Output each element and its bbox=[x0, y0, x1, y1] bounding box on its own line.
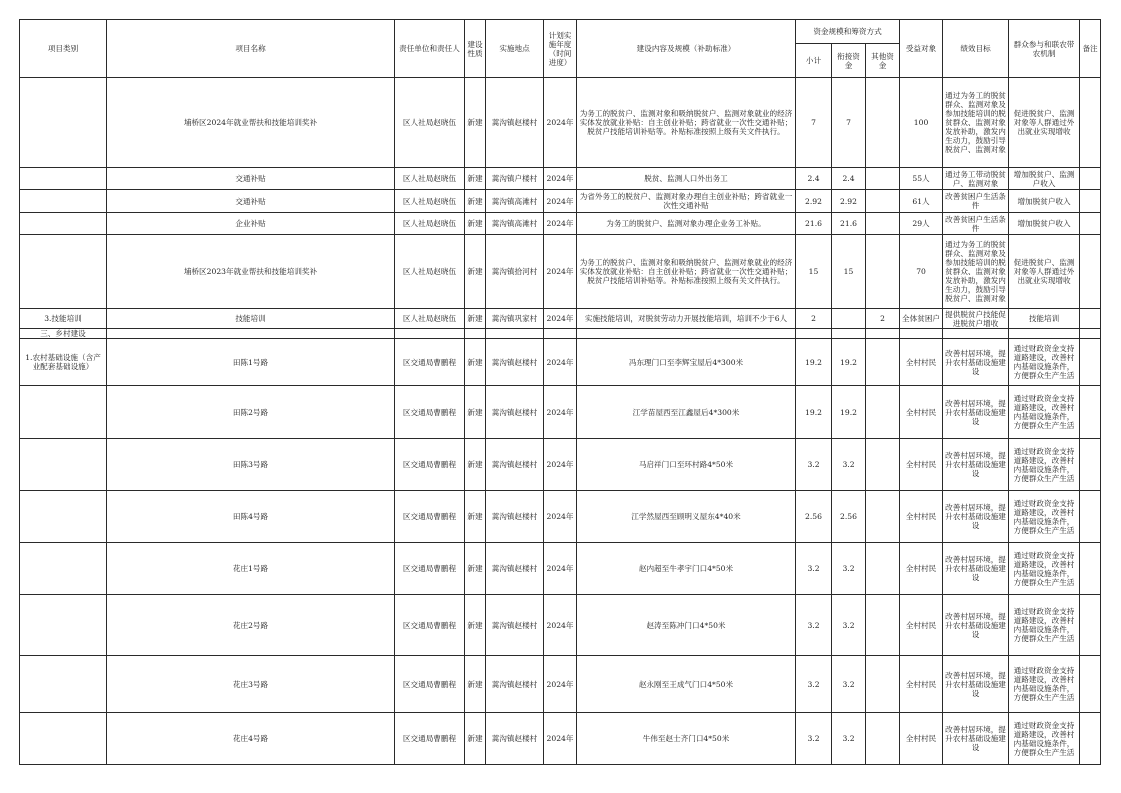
cell-location bbox=[486, 329, 544, 339]
cell-category bbox=[20, 543, 107, 595]
cell-remarks bbox=[1080, 168, 1101, 190]
cell-other bbox=[866, 595, 900, 656]
cell-subtotal bbox=[796, 329, 832, 339]
cell-unit: 区人社局赵晓伍 bbox=[395, 78, 465, 168]
cell-category bbox=[20, 656, 107, 713]
cell-remarks bbox=[1080, 656, 1101, 713]
cell-remarks bbox=[1080, 339, 1101, 386]
cell-financial bbox=[832, 309, 866, 329]
cell-beneficiary: 全村村民 bbox=[900, 439, 943, 491]
cell-nature: 新建 bbox=[465, 213, 486, 235]
cell-nature: 新建 bbox=[465, 235, 486, 309]
cell-name: 技能培训 bbox=[107, 309, 395, 329]
cell-other bbox=[866, 339, 900, 386]
header-location: 实施地点 bbox=[486, 20, 544, 78]
cell-financial: 2.92 bbox=[832, 190, 866, 213]
cell-mechanism: 通过财政资金支持道路建设，改善村内基础设施条件，方便群众生产生活 bbox=[1009, 439, 1080, 491]
cell-nature: 新建 bbox=[465, 543, 486, 595]
cell-location: 蒿沟镇赵楼村 bbox=[486, 439, 544, 491]
cell-subtotal: 3.2 bbox=[796, 543, 832, 595]
cell-category bbox=[20, 386, 107, 439]
cell-goal: 改善村居环境，提升农村基础设施建设 bbox=[943, 491, 1009, 543]
cell-beneficiary: 29人 bbox=[900, 213, 943, 235]
cell-category bbox=[20, 168, 107, 190]
cell-name: 交通补贴 bbox=[107, 168, 395, 190]
cell-name: 田陈3号路 bbox=[107, 439, 395, 491]
cell-financial: 2.4 bbox=[832, 168, 866, 190]
cell-nature: 新建 bbox=[465, 439, 486, 491]
cell-name: 企业补贴 bbox=[107, 213, 395, 235]
cell-financial: 19.2 bbox=[832, 339, 866, 386]
cell-period: 2024年 bbox=[544, 190, 577, 213]
cell-content: 实施技能培训，对脱贫劳动力开展技能培训，培训不少于6人 bbox=[577, 309, 796, 329]
cell-goal: 改善贫困户生活条件 bbox=[943, 213, 1009, 235]
cell-beneficiary: 全村村民 bbox=[900, 543, 943, 595]
cell-remarks bbox=[1080, 190, 1101, 213]
cell-mechanism: 促进脱贫户、监测对象等人群通过外出就业实现增收 bbox=[1009, 235, 1080, 309]
table-row bbox=[20, 309, 1101, 329]
cell-mechanism bbox=[1009, 329, 1080, 339]
cell-period: 2024年 bbox=[544, 595, 577, 656]
cell-period: 2024年 bbox=[544, 656, 577, 713]
header-unit: 责任单位和责任人 bbox=[395, 20, 465, 78]
cell-other bbox=[866, 491, 900, 543]
cell-content: 为务工的脱贫户、监测对象和吸纳脱贫户、监测对象就业的经济实体发放就业补贴：自主创业补贴；跨省就业一次性交通补贴；脱贫户技能培训补贴等。补贴标准按照上级有关文件执行。 bbox=[577, 235, 796, 309]
cell-financial: 2.56 bbox=[832, 491, 866, 543]
cell-name: 交通补贴 bbox=[107, 190, 395, 213]
cell-category bbox=[20, 235, 107, 309]
table-row bbox=[20, 543, 1101, 595]
cell-goal: 改善村居环境，提升农村基础设施建设 bbox=[943, 339, 1009, 386]
table-row bbox=[20, 713, 1101, 765]
cell-mechanism: 增加脱贫户收入 bbox=[1009, 213, 1080, 235]
cell-subtotal: 3.2 bbox=[796, 713, 832, 765]
project-table bbox=[19, 19, 1101, 765]
cell-remarks bbox=[1080, 543, 1101, 595]
cell-category bbox=[20, 595, 107, 656]
cell-period: 2024年 bbox=[544, 543, 577, 595]
cell-goal: 改善村居环境，提升农村基础设施建设 bbox=[943, 543, 1009, 595]
header-category: 项目类别 bbox=[20, 20, 107, 78]
cell-period: 2024年 bbox=[544, 213, 577, 235]
table-row bbox=[20, 213, 1101, 235]
cell-remarks bbox=[1080, 78, 1101, 168]
cell-category bbox=[20, 78, 107, 168]
header-beneficiary: 受益对象 bbox=[900, 20, 943, 78]
cell-goal: 提供脱贫户技能促进脱贫户增收 bbox=[943, 309, 1009, 329]
cell-other bbox=[866, 656, 900, 713]
cell-beneficiary: 全村村民 bbox=[900, 386, 943, 439]
header-subtotal: 小计 bbox=[796, 44, 832, 78]
cell-period: 2024年 bbox=[544, 78, 577, 168]
header-financial: 衔接资金 bbox=[832, 44, 866, 78]
cell-content: 马启祥门口至环村路4*50米 bbox=[577, 439, 796, 491]
cell-subtotal: 19.2 bbox=[796, 386, 832, 439]
table-row bbox=[20, 168, 1101, 190]
cell-nature: 新建 bbox=[465, 713, 486, 765]
cell-other bbox=[866, 235, 900, 309]
cell-subtotal: 7 bbox=[796, 78, 832, 168]
cell-subtotal: 3.2 bbox=[796, 595, 832, 656]
cell-unit: 区人社局赵晓伍 bbox=[395, 213, 465, 235]
cell-nature: 新建 bbox=[465, 386, 486, 439]
cell-content bbox=[577, 329, 796, 339]
header-content: 建设内容及规模（补助标准） bbox=[577, 20, 796, 78]
cell-unit: 区交通局曹鹏程 bbox=[395, 439, 465, 491]
cell-financial: 3.2 bbox=[832, 656, 866, 713]
cell-location: 蒿沟镇赵楼村 bbox=[486, 491, 544, 543]
cell-mechanism: 增加脱贫户、监测户收入 bbox=[1009, 168, 1080, 190]
cell-goal: 改善村居环境，提升农村基础设施建设 bbox=[943, 595, 1009, 656]
cell-location: 蒿沟镇高滩村 bbox=[486, 190, 544, 213]
cell-remarks bbox=[1080, 713, 1101, 765]
cell-name: 花庄3号路 bbox=[107, 656, 395, 713]
cell-financial: 19.2 bbox=[832, 386, 866, 439]
cell-goal: 通过为务工的脱贫群众、监测对象及参加技能培训的脱贫群众、监测对象发放补助，激发内生动力，鼓励引导脱贫户、监测对象 bbox=[943, 78, 1009, 168]
cell-location: 蒿沟镇赵楼村 bbox=[486, 595, 544, 656]
cell-unit: 区交通局曹鹏程 bbox=[395, 713, 465, 765]
table-row bbox=[20, 78, 1101, 168]
cell-content: 为省外务工的脱贫户、监测对象办理自主创业补贴；跨省就业一次性交通补贴 bbox=[577, 190, 796, 213]
cell-financial: 3.2 bbox=[832, 713, 866, 765]
cell-unit: 区交通局曹鹏程 bbox=[395, 339, 465, 386]
cell-period: 2024年 bbox=[544, 439, 577, 491]
cell-goal: 改善贫困户生活条件 bbox=[943, 190, 1009, 213]
cell-nature: 新建 bbox=[465, 168, 486, 190]
cell-financial: 15 bbox=[832, 235, 866, 309]
header-name: 项目名称 bbox=[107, 20, 395, 78]
cell-subtotal: 2.56 bbox=[796, 491, 832, 543]
cell-other bbox=[866, 78, 900, 168]
cell-content: 赵内超至牛孝宇门口4*50米 bbox=[577, 543, 796, 595]
cell-nature: 新建 bbox=[465, 78, 486, 168]
cell-nature: 新建 bbox=[465, 190, 486, 213]
cell-content: 为务工的脱贫户、监测对象和吸纳脱贫户、监测对象就业的经济实体发放就业补贴：自主创业补贴；跨省就业一次性交通补贴；脱贫户技能培训补贴等。补贴标准按照上级有关文件执行。 bbox=[577, 78, 796, 168]
cell-name: 田陈1号路 bbox=[107, 339, 395, 386]
cell-other bbox=[866, 386, 900, 439]
cell-mechanism: 通过财政资金支持道路建设，改善村内基础设施条件，方便群众生产生活 bbox=[1009, 491, 1080, 543]
cell-nature: 新建 bbox=[465, 595, 486, 656]
cell-beneficiary: 全村村民 bbox=[900, 595, 943, 656]
cell-nature: 新建 bbox=[465, 339, 486, 386]
cell-unit: 区人社局赵晓伍 bbox=[395, 309, 465, 329]
cell-goal: 改善村居环境，提升农村基础设施建设 bbox=[943, 386, 1009, 439]
cell-mechanism: 促进脱贫户、监测对象等人群通过外出就业实现增收 bbox=[1009, 78, 1080, 168]
table-row bbox=[20, 439, 1101, 491]
project-table-sheet bbox=[19, 19, 1100, 765]
cell-content: 脱贫、监测人口外出务工 bbox=[577, 168, 796, 190]
cell-other bbox=[866, 190, 900, 213]
cell-other bbox=[866, 168, 900, 190]
cell-mechanism: 通过财政资金支持道路建设，改善村内基础设施条件，方便群众生产生活 bbox=[1009, 339, 1080, 386]
cell-goal: 通过为务工的脱贫群众、监测对象及参加技能培训的脱贫群众、监测对象发放补助，激发内生动力，鼓励引导脱贫户、监测对象 bbox=[943, 235, 1009, 309]
cell-goal bbox=[943, 329, 1009, 339]
cell-financial bbox=[832, 329, 866, 339]
cell-unit: 区交通局曹鹏程 bbox=[395, 491, 465, 543]
cell-remarks bbox=[1080, 309, 1101, 329]
cell-mechanism: 通过财政资金支持道路建设，改善村内基础设施条件，方便群众生产生活 bbox=[1009, 713, 1080, 765]
cell-location: 蒿沟镇高滩村 bbox=[486, 213, 544, 235]
header-nature: 建设性质 bbox=[465, 20, 486, 78]
cell-mechanism: 通过财政资金支持道路建设，改善村内基础设施条件，方便群众生产生活 bbox=[1009, 656, 1080, 713]
cell-location: 蒿沟镇赵楼村 bbox=[486, 78, 544, 168]
cell-unit: 区人社局赵晓伍 bbox=[395, 168, 465, 190]
cell-content: 赵涛至陈冲门口4*50米 bbox=[577, 595, 796, 656]
cell-category: 3.技能培训 bbox=[20, 309, 107, 329]
cell-other bbox=[866, 439, 900, 491]
cell-location: 蒿沟镇赵楼村 bbox=[486, 386, 544, 439]
cell-other: 2 bbox=[866, 309, 900, 329]
cell-beneficiary: 全体贫困户 bbox=[900, 309, 943, 329]
table-row bbox=[20, 235, 1101, 309]
cell-financial: 21.6 bbox=[832, 213, 866, 235]
cell-other bbox=[866, 543, 900, 595]
table-row bbox=[20, 595, 1101, 656]
cell-mechanism: 通过财政资金支持道路建设，改善村内基础设施条件，方便群众生产生活 bbox=[1009, 386, 1080, 439]
cell-remarks bbox=[1080, 491, 1101, 543]
cell-location: 蒿沟镇拾河村 bbox=[486, 235, 544, 309]
cell-category bbox=[20, 190, 107, 213]
cell-financial: 3.2 bbox=[832, 595, 866, 656]
cell-subtotal: 2 bbox=[796, 309, 832, 329]
cell-other bbox=[866, 329, 900, 339]
header-goal: 绩效目标 bbox=[943, 20, 1009, 78]
cell-location: 蒿沟镇户楼村 bbox=[486, 168, 544, 190]
cell-remarks bbox=[1080, 235, 1101, 309]
cell-beneficiary: 全村村民 bbox=[900, 491, 943, 543]
cell-period: 2024年 bbox=[544, 168, 577, 190]
cell-financial: 7 bbox=[832, 78, 866, 168]
cell-subtotal: 2.92 bbox=[796, 190, 832, 213]
cell-remarks bbox=[1080, 386, 1101, 439]
cell-mechanism: 技能培训 bbox=[1009, 309, 1080, 329]
cell-beneficiary: 全村村民 bbox=[900, 339, 943, 386]
cell-unit: 区交通局曹鹏程 bbox=[395, 386, 465, 439]
cell-name: 花庄4号路 bbox=[107, 713, 395, 765]
cell-subtotal: 15 bbox=[796, 235, 832, 309]
table-row bbox=[20, 339, 1101, 386]
cell-beneficiary: 55人 bbox=[900, 168, 943, 190]
cell-content: 冯东理门口至李辉宝屋后4*300米 bbox=[577, 339, 796, 386]
cell-category: 三、乡村建设 bbox=[20, 329, 107, 339]
cell-subtotal: 19.2 bbox=[796, 339, 832, 386]
cell-location: 蒿沟镇赵楼村 bbox=[486, 656, 544, 713]
cell-nature: 新建 bbox=[465, 309, 486, 329]
header-period: 计划实施年度（时间进度） bbox=[544, 20, 577, 78]
cell-content: 为务工的脱贫户、监测对象办理企业务工补贴。 bbox=[577, 213, 796, 235]
cell-goal: 改善村居环境，提升农村基础设施建设 bbox=[943, 439, 1009, 491]
cell-goal: 改善村居环境，提升农村基础设施建设 bbox=[943, 713, 1009, 765]
cell-remarks bbox=[1080, 213, 1101, 235]
table-row bbox=[20, 386, 1101, 439]
cell-name: 花庄2号路 bbox=[107, 595, 395, 656]
cell-beneficiary: 61人 bbox=[900, 190, 943, 213]
cell-period: 2024年 bbox=[544, 713, 577, 765]
cell-category bbox=[20, 439, 107, 491]
cell-category bbox=[20, 713, 107, 765]
cell-subtotal: 2.4 bbox=[796, 168, 832, 190]
cell-location: 蒿沟镇巩家村 bbox=[486, 309, 544, 329]
cell-category bbox=[20, 213, 107, 235]
cell-nature: 新建 bbox=[465, 656, 486, 713]
cell-beneficiary: 70 bbox=[900, 235, 943, 309]
cell-beneficiary: 100 bbox=[900, 78, 943, 168]
cell-content: 江学苗屋西至江鑫屋后4*300米 bbox=[577, 386, 796, 439]
cell-content: 江学然屋西至顾明义屋东4*40米 bbox=[577, 491, 796, 543]
cell-goal: 通过务工带动脱贫户、监测对象 bbox=[943, 168, 1009, 190]
cell-mechanism: 增加脱贫户收入 bbox=[1009, 190, 1080, 213]
cell-period: 2024年 bbox=[544, 309, 577, 329]
cell-remarks bbox=[1080, 595, 1101, 656]
header-row bbox=[20, 20, 1101, 44]
table-row bbox=[20, 190, 1101, 213]
table-row bbox=[20, 329, 1101, 339]
cell-category bbox=[20, 491, 107, 543]
cell-period: 2024年 bbox=[544, 491, 577, 543]
cell-name: 花庄1号路 bbox=[107, 543, 395, 595]
cell-subtotal: 3.2 bbox=[796, 439, 832, 491]
cell-unit bbox=[395, 329, 465, 339]
cell-unit: 区交通局曹鹏程 bbox=[395, 543, 465, 595]
cell-subtotal: 3.2 bbox=[796, 656, 832, 713]
cell-period bbox=[544, 329, 577, 339]
header-mechanism: 群众参与和联农带农机制 bbox=[1009, 20, 1080, 78]
cell-other bbox=[866, 713, 900, 765]
cell-mechanism: 通过财政资金支持道路建设，改善村内基础设施条件，方便群众生产生活 bbox=[1009, 543, 1080, 595]
cell-name: 田陈2号路 bbox=[107, 386, 395, 439]
header-other: 其他资金 bbox=[866, 44, 900, 78]
cell-name: 埔桥区2024年就业帮扶和技能培训奖补 bbox=[107, 78, 395, 168]
table-body bbox=[20, 20, 1101, 765]
table-row bbox=[20, 491, 1101, 543]
cell-remarks bbox=[1080, 329, 1101, 339]
cell-beneficiary: 全村村民 bbox=[900, 656, 943, 713]
cell-name: 田陈4号路 bbox=[107, 491, 395, 543]
cell-unit: 区人社局赵晓伍 bbox=[395, 190, 465, 213]
header-funds: 资金规模和筹资方式 bbox=[796, 20, 900, 44]
cell-nature bbox=[465, 329, 486, 339]
cell-period: 2024年 bbox=[544, 386, 577, 439]
cell-unit: 区人社局赵晓伍 bbox=[395, 235, 465, 309]
cell-financial: 3.2 bbox=[832, 543, 866, 595]
header-remarks: 备注 bbox=[1080, 20, 1101, 78]
cell-period: 2024年 bbox=[544, 339, 577, 386]
cell-content: 赵永刚至王成气门口4*50米 bbox=[577, 656, 796, 713]
cell-content: 牛伟至赵士齐门口4*50米 bbox=[577, 713, 796, 765]
table-row bbox=[20, 656, 1101, 713]
cell-remarks bbox=[1080, 439, 1101, 491]
cell-other bbox=[866, 213, 900, 235]
cell-beneficiary bbox=[900, 329, 943, 339]
cell-location: 蒿沟镇赵楼村 bbox=[486, 713, 544, 765]
cell-period: 2024年 bbox=[544, 235, 577, 309]
cell-subtotal: 21.6 bbox=[796, 213, 832, 235]
cell-unit: 区交通局曹鹏程 bbox=[395, 595, 465, 656]
cell-goal: 改善村居环境，提升农村基础设施建设 bbox=[943, 656, 1009, 713]
cell-name: 埔桥区2023年就业帮扶和技能培训奖补 bbox=[107, 235, 395, 309]
cell-name bbox=[107, 329, 395, 339]
cell-mechanism: 通过财政资金支持道路建设，改善村内基础设施条件，方便群众生产生活 bbox=[1009, 595, 1080, 656]
cell-location: 蒿沟镇赵楼村 bbox=[486, 339, 544, 386]
cell-category: 1.农村基础设施（含产业配套基础设施） bbox=[20, 339, 107, 386]
cell-unit: 区交通局曹鹏程 bbox=[395, 656, 465, 713]
cell-beneficiary: 全村村民 bbox=[900, 713, 943, 765]
cell-location: 蒿沟镇赵楼村 bbox=[486, 543, 544, 595]
cell-financial: 3.2 bbox=[832, 439, 866, 491]
cell-nature: 新建 bbox=[465, 491, 486, 543]
